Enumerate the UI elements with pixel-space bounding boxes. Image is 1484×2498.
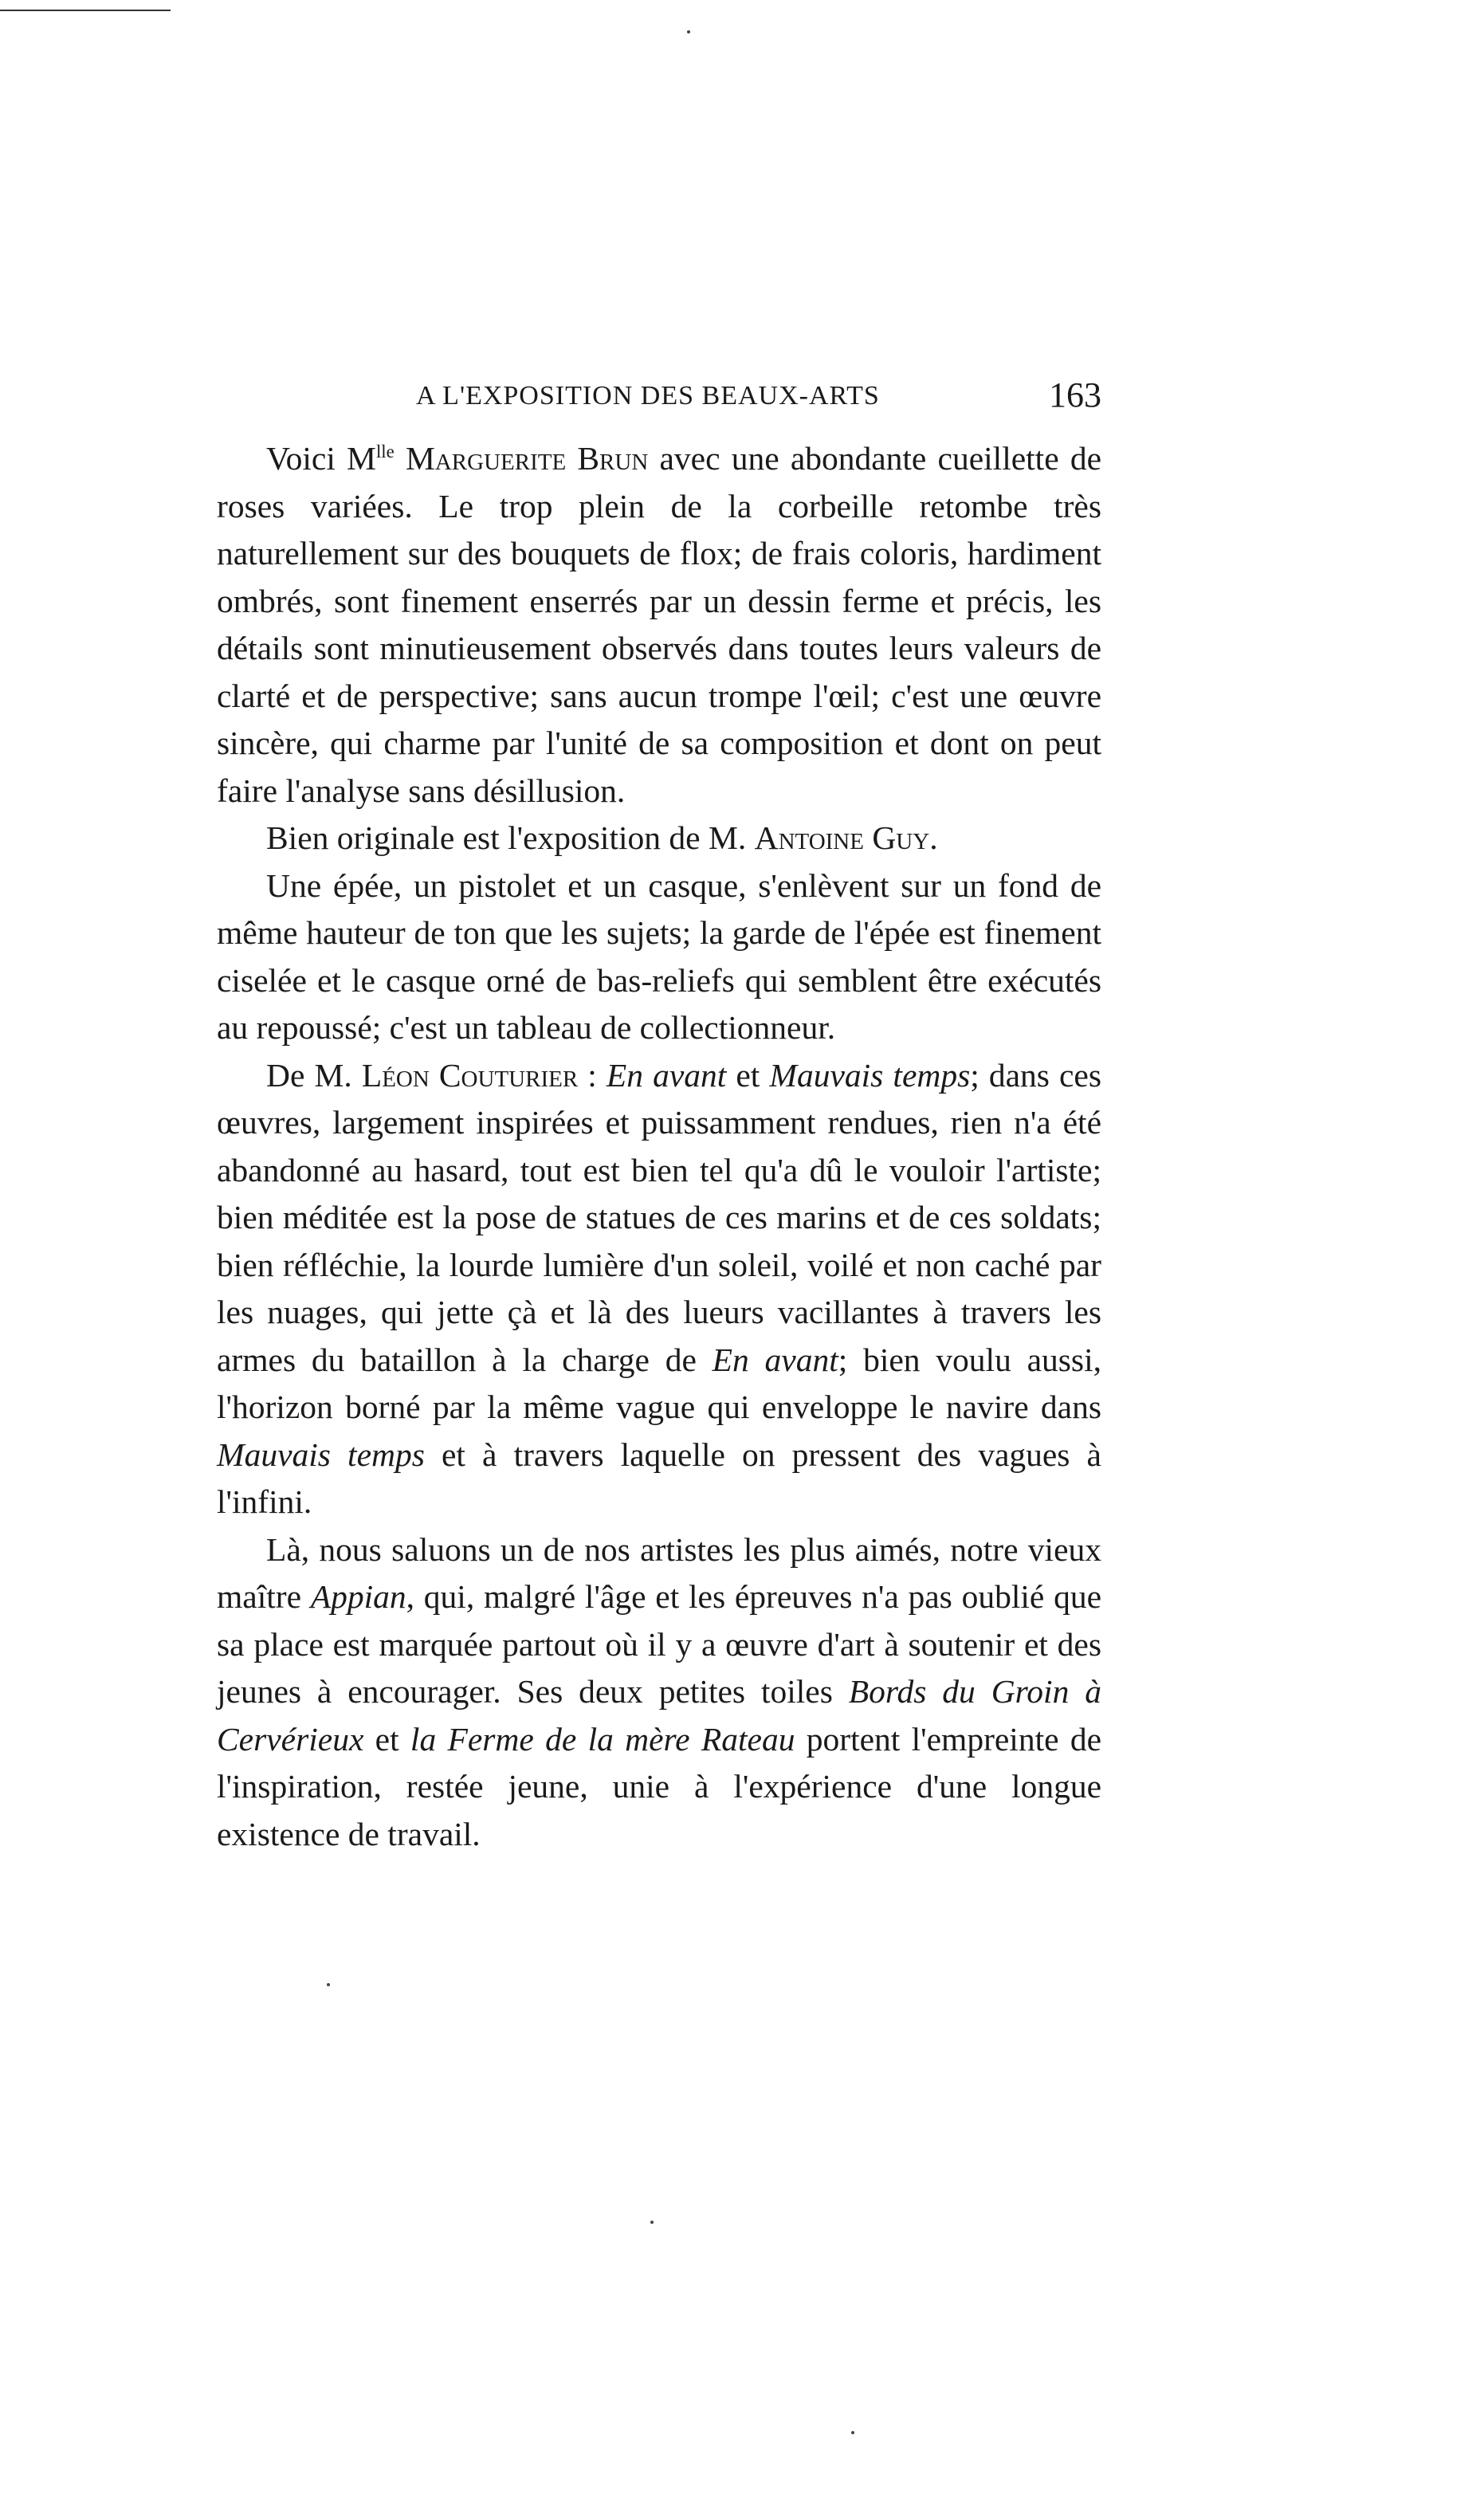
text-run: Bien originale est l'exposition de M. bbox=[266, 819, 755, 856]
text-run: ; bien voulu aussi, l'horizon borné par la même vague qui enveloppe le navire dans bbox=[217, 1341, 1101, 1425]
paragraph-leon-couturier bbox=[217, 1052, 1101, 1526]
text-run: et à travers laquelle on pressent des vagues à l'infini. bbox=[217, 1436, 1101, 1520]
italic-title: la Ferme de la mère Rateau bbox=[410, 1720, 795, 1758]
text-run bbox=[395, 440, 406, 477]
body-text bbox=[217, 435, 1101, 1858]
italic-title: En avant bbox=[712, 1341, 838, 1378]
paragraph-appian bbox=[217, 1526, 1101, 1859]
paragraph-marguerite-brun bbox=[217, 435, 1101, 815]
text-run: lle bbox=[375, 442, 395, 462]
text-run: Là, nous saluons un de nos artistes les plus aimés, notre vieux maître bbox=[217, 1530, 1101, 1615]
italic-title: Mauvais temps bbox=[769, 1056, 971, 1094]
artist-name: Marguerite Brun bbox=[405, 440, 649, 477]
italic-title: Bords du Groin à Cervérieux bbox=[217, 1673, 1101, 1758]
paragraph-antoine-guy bbox=[217, 815, 1101, 862]
text-run: portent l'empreinte de l'inspiration, restée jeune, unie à l'expérience d'une longue existence de travail. bbox=[217, 1720, 1102, 1852]
print-speck bbox=[327, 1983, 330, 1986]
print-speck bbox=[851, 2431, 854, 2434]
top-edge-rule bbox=[0, 10, 171, 11]
running-head: A L'EXPOSITION DES BEAUX-ARTS bbox=[416, 381, 880, 410]
text-run: et bbox=[726, 1056, 770, 1094]
text-run: De M. bbox=[266, 1056, 362, 1094]
text-run: . bbox=[929, 819, 938, 856]
italic-title: Mauvais temps bbox=[217, 1436, 425, 1473]
text-run: et bbox=[363, 1720, 410, 1758]
print-speck bbox=[687, 30, 690, 33]
text-run: Une épée, un pistolet et un casque, s'enlèvent sur un fond de même hauteur de ton que les sujets; la garde de l'épée est finement ciselée et le casque orné de bas-reliefs qui semblent être exécutés au repoussé; c'est un tableau de collectionneur. bbox=[217, 866, 1101, 1046]
print-speck bbox=[650, 2221, 654, 2224]
page-header bbox=[217, 375, 1101, 422]
text-run: : bbox=[578, 1056, 607, 1094]
italic-title: Appian bbox=[310, 1578, 406, 1615]
artist-name: Léon Couturier bbox=[361, 1056, 579, 1094]
text-run: , qui, malgré l'âge et les épreuves n'a pas oublié que sa place est marquée partout où il y a œuvre d'art à soutenir et des jeunes à encourager. Ses deux petites toiles bbox=[217, 1578, 1101, 1710]
text-run: avec une abondante cueillette de roses variées. Le trop plein de la corbeille retombe très naturellement sur des bouquets de flox; de frais coloris, hardiment ombrés, sont finement enserrés par un dessin ferme et précis, les détails sont minutieusement observés dans toutes leurs valeurs de clarté et de perspective; sans aucun trompe l'œil; c'est une œuvre sincère, qui charme par l'unité de sa composition et dont on peut faire l'analyse sans désillusion. bbox=[217, 440, 1101, 809]
page-number: 163 bbox=[1049, 375, 1101, 414]
italic-title: En avant bbox=[606, 1056, 727, 1094]
artist-name: Antoine Guy bbox=[754, 819, 930, 856]
text-run: Voici M bbox=[266, 440, 376, 477]
paragraph-epee-pistolet bbox=[217, 862, 1101, 1052]
text-run: ; dans ces œuvres, largement inspirées et puissamment rendues, rien n'a été abandonné au hasard, tout est bien tel qu'a dû le vouloir l'artiste; bien méditée est la pose de statues de ces marins et de ces soldats; bien réfléchie, la lourde lumière d'un soleil, voilé et non caché par les nuages, qui jette çà et là des lueurs vacillantes à travers les armes du bataillon à la charge de bbox=[217, 1056, 1101, 1378]
